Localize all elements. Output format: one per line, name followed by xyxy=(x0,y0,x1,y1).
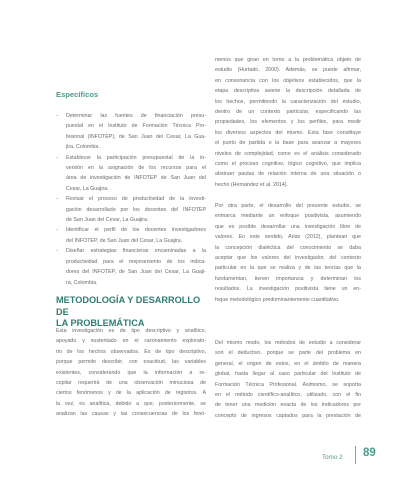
objective-line: fesional (INFOTEP), de San Juan del Cesar, La Gua- xyxy=(66,133,206,140)
paragraph-line: Del mismo modo, los métodos de estudio a considerar xyxy=(215,340,361,346)
method-paragraph xyxy=(56,326,206,420)
paragraph-line: porque permite describir, con exactitud, las variables xyxy=(56,359,206,366)
objective-line: Diseñar estrategias financieras encaminadas a la xyxy=(66,248,206,255)
paragraph-line: etapa descriptiva aviene la descripción detallada de xyxy=(215,88,361,95)
paragraph-line: enmarca mediante un enfoque positivista, asumiendo xyxy=(215,213,361,220)
right-paragraph-1 xyxy=(215,55,361,190)
objective-line: de San Juan del Cesar, La Guajira. xyxy=(66,217,149,224)
objective-line: Identificar el perfil de los docentes investigadores xyxy=(66,227,206,234)
paragraph-line: en consonancia con los objetivos establecidos, que la xyxy=(215,77,361,84)
paragraph-line: el punto de partida o la base para avanzar a mayores xyxy=(215,140,361,147)
objective-line: gación desarrollado por los docentes del INFOTEP xyxy=(66,206,206,213)
objective-line: productividad para el mejoramiento de los indica- xyxy=(66,258,206,265)
objective-item xyxy=(56,225,206,246)
heading-metodologia-line: LA PROBLEMÁTICA xyxy=(56,318,145,329)
paragraph-line: existentes, considerando que la información a re- xyxy=(56,369,206,376)
objective-line: del INFOTEP, de San Juan del Cesar, La Guajira. xyxy=(66,237,183,244)
objective-line: Cesar, La Guajira. xyxy=(66,185,109,192)
heading-metodologia-line: METODOLOGÍA Y DESARROLLO DE xyxy=(56,295,201,317)
objective-bullet: - xyxy=(56,113,58,119)
paragraph-line: aceptar que los valores del investigador, del contexto xyxy=(215,255,361,262)
right-paragraph-3 xyxy=(215,338,361,421)
paragraph-line: resultados. La investigación positivista tiene un en- xyxy=(215,286,361,293)
objective-bullet: - xyxy=(56,154,58,161)
objective-item xyxy=(56,153,206,195)
paragraph-line: niveles de complejidad, como es el análisis considerado xyxy=(215,150,361,157)
paragraph-line: la concepción dialéctica del conocimiento se daba xyxy=(215,244,361,251)
paragraph-line: estudio (Hurtado, 2000). Además, se puede afirmar, xyxy=(215,67,361,74)
paragraph-line: global, hasta llegar al caso particular del Instituto de xyxy=(215,371,361,378)
objective-item xyxy=(56,246,206,288)
paragraph-line: de tener una medición exacta de los indicadores por xyxy=(215,402,361,409)
paragraph-line: los diversos aspectos del mismo. Esta fase constituye xyxy=(215,129,361,136)
paragraph-line: rio de los hechos observados. Es de tipo descriptivo, xyxy=(56,348,206,355)
objective-line: Establecer la participación presupuestal de la in- xyxy=(66,154,206,161)
paragraph-line: Formación Técnica Profesional. Asimismo, se soporta xyxy=(215,381,361,388)
paragraph-line: general, el origen de estos, en el ámbito de manera xyxy=(215,360,361,367)
objective-line: Determinar las fuentes de financiación presu- xyxy=(66,113,206,119)
paragraph-line: valores. En este sentido, Arias (2012), plantean que xyxy=(215,234,361,241)
paragraph-line: Esta investigación es de tipo descriptivo y analítico, xyxy=(56,328,206,334)
objective-item xyxy=(56,194,206,225)
objective-line: versión en la asignación de los recursos para el xyxy=(66,165,206,172)
paragraph-line: en el método científico-analítico, utilizado, con el fin xyxy=(215,392,361,399)
heading-metodologia xyxy=(56,295,211,330)
paragraph-line: ciertos fenómenos y de la aplicación de registros. A xyxy=(56,390,206,397)
objectives-list xyxy=(56,111,206,288)
paragraph-line: dentro de un contexto particular, especificando las xyxy=(215,109,361,116)
paragraph-line: hecho (Hernández et al. 2014). xyxy=(215,181,289,188)
paragraph-line: son el deductivo, porque se parte del problema en xyxy=(215,350,361,357)
objective-line: puestal en el Instituto de Formación Técnica Pro- xyxy=(66,123,206,130)
paragraph-line: particular en la que se realiza y de las teorías que la xyxy=(215,265,361,272)
objective-bullet: - xyxy=(56,227,58,234)
objective-line: ra, Colombia. xyxy=(66,279,98,286)
paragraph-line: abstraer pautas de relación interna de una situación o xyxy=(215,171,361,178)
paragraph-line: fundamentan, tienen importancia y determinan los xyxy=(215,275,361,282)
objective-item xyxy=(56,111,206,153)
objective-line: Revisar el proceso de productividad de la investi- xyxy=(66,196,206,203)
paragraph-line: apoyado y sustentado en el razonamiento explorato- xyxy=(56,338,206,345)
right-paragraph-2 xyxy=(215,201,361,305)
objective-line: área de investigación de INFOTEP de San Juan del xyxy=(66,175,206,182)
footer-section-label: Tomo 2 xyxy=(322,454,343,461)
page-number: 89 xyxy=(363,447,376,459)
paragraph-line: copilar requerirá de una observación minuciosa de xyxy=(56,380,206,387)
heading-especificos: Específicos xyxy=(56,90,99,99)
paragraph-line: concepto de ingresos captados para la prestación de xyxy=(215,412,361,419)
objective-line: dores del INFOTEP, de San Juan del Cesar, La Guaji- xyxy=(66,269,206,276)
objective-bullet: - xyxy=(56,196,58,203)
paragraph-line: los hechos, permitiendo la caracterización del estudio, xyxy=(215,98,361,105)
paragraph-line: propiedades, los elementos y los perfiles, para medir xyxy=(215,119,361,126)
paragraph-line: foque metodológico predominantemente cuantitativo. xyxy=(215,296,340,303)
footer-divider xyxy=(355,446,356,464)
paragraph-line: como el proceso cognitivo, lógico cognitivo, que implica xyxy=(215,161,361,168)
paragraph-line: la vez, es analítica, debido a que, posteriormente, se xyxy=(56,400,206,407)
paragraph-line: analizan las causas y las consecuencias de los fenó- xyxy=(56,411,206,418)
paragraph-line: menos que giran en torno a la problemática objeto de xyxy=(215,57,361,63)
objective-line: jira, Colombia. xyxy=(66,144,100,151)
objective-bullet: - xyxy=(56,248,58,255)
paragraph-line: que es posible desarrollar una investigación libre de xyxy=(215,223,361,230)
paragraph-line: Por otra parte, el desarrollo del presente estudio, se xyxy=(215,203,361,209)
